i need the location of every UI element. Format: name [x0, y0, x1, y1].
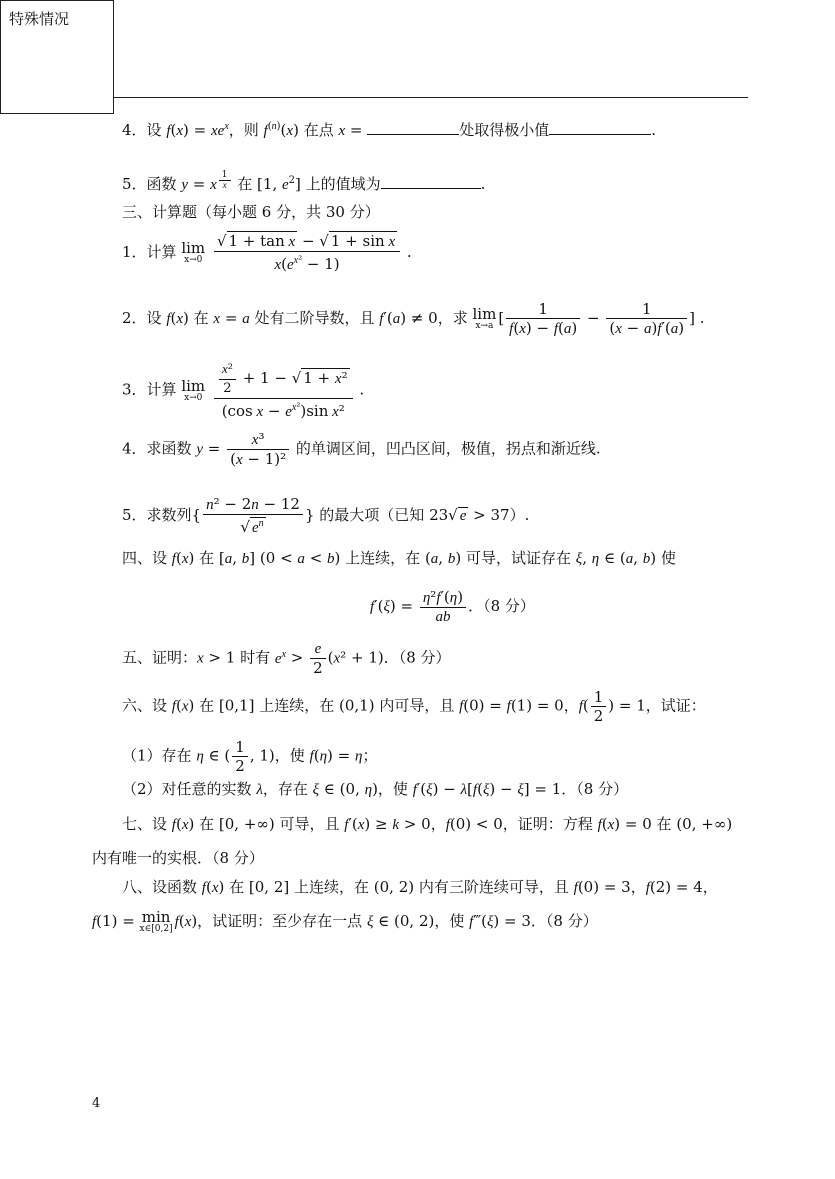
section-6-part-2: （2）对任意的实数 λ，存在 ξ ∈ (0, η)，使 f′(ξ) − λ[f(ξ) − ξ] = 1．（8 分）: [122, 780, 629, 798]
calc-q1: 1．计算 lim x→0 $\frac{\text{√ 1 + tan x − √ 1 + sin x}}{x(e^{x^2} - 1)}$ .: [122, 232, 412, 273]
section-6-part-1: （1）存在 η ∈ ( $\frac{1}{2}$ , 1)，使 f(η) = η；: [122, 738, 378, 775]
calc-q3: 3．计算 lim x→0 $\frac{\text{x²}}{2}$ + 1 − √ 1 + x² (cos $x - e^{x^2})\sin$ x² .: [122, 361, 365, 420]
calc-q2: 2．设 f(x) 在 x = a 处有二阶导数，且 f′(a) ≠ 0，求 lim x→a [ $\frac{1}{f(x) - f(a)}$ − $\frac{1}{(x - a)f'(a)}$ ] .: [122, 300, 705, 337]
special-case-box: [0, 0, 114, 114]
fill-q5: 5．函数 y = x $^{\frac{1}{x}}$ 在 [1, $e^2$] 上的值域为 .: [122, 170, 486, 193]
section-7: 七、设 f(x) 在 [0, +∞) 可导，且 f′(x) ≥ k > 0，f(0) < 0，证明：方程 f(x) = 0 在 (0, +∞): [122, 815, 733, 833]
section-7-cont: 内有唯一的实根．（8 分）: [92, 849, 264, 867]
calc-q5: 5．求数列{ $\frac{\text{n² − 2n − 12}}{√ e^n}$ } 的最大项（已知 23√ e > 37）.: [122, 495, 530, 536]
section-5: 五、证明：x > 1 时有 $e^x$ > $\frac{e}{2}$ (x² + 1)．（8 分）: [122, 641, 451, 677]
fill-q4: 4．设 $f(x) = xe^x$，则 $f^{(n)}(x)$ 在点 x = 处取得极小值 .: [122, 121, 657, 139]
section-4: 四、设 f(x) 在 [a, b] (0 < a < b) 上连续，在 (a, b) 可导，试证存在 ξ, η ∈ (a, b) 使: [122, 549, 676, 567]
page-number: 4: [92, 1096, 101, 1111]
section-8: 八、设函数 f(x) 在 [0, 2] 上连续，在 (0, 2) 内有三阶连续可导，且 f(0) = 3，f(2) = 4，: [122, 878, 718, 896]
section-6: 六、设 f(x) 在 [0,1] 上连续，在 (0,1) 内可导，且 f(0) = f(1) = 0，f( $\frac{1}{2}$ ) = 1，试证：: [122, 688, 706, 725]
special-case-label: 特殊情况: [9, 10, 70, 28]
calc-q4: 4．求函数 y = $\frac{\text{x³}}{\text{(x − 1)²}}$ 的单调区间，凹凸区间，极值，拐点和渐近线.: [122, 430, 601, 468]
section-3-title: 三、计算题（每小题 6 分，共 30 分）: [122, 203, 380, 221]
section-8-cont: f(1) = min x∈[0,2] f(x)，试证明：至少存在一点 ξ ∈ (0, 2)，使 f‴(ξ) = 3．（8 分）: [92, 908, 598, 934]
section-4-formula: f′(ξ) = $\frac{\text{η²f′(η)}}{ab}$ ．（8 分）: [370, 588, 535, 625]
header-rule: [114, 97, 748, 98]
